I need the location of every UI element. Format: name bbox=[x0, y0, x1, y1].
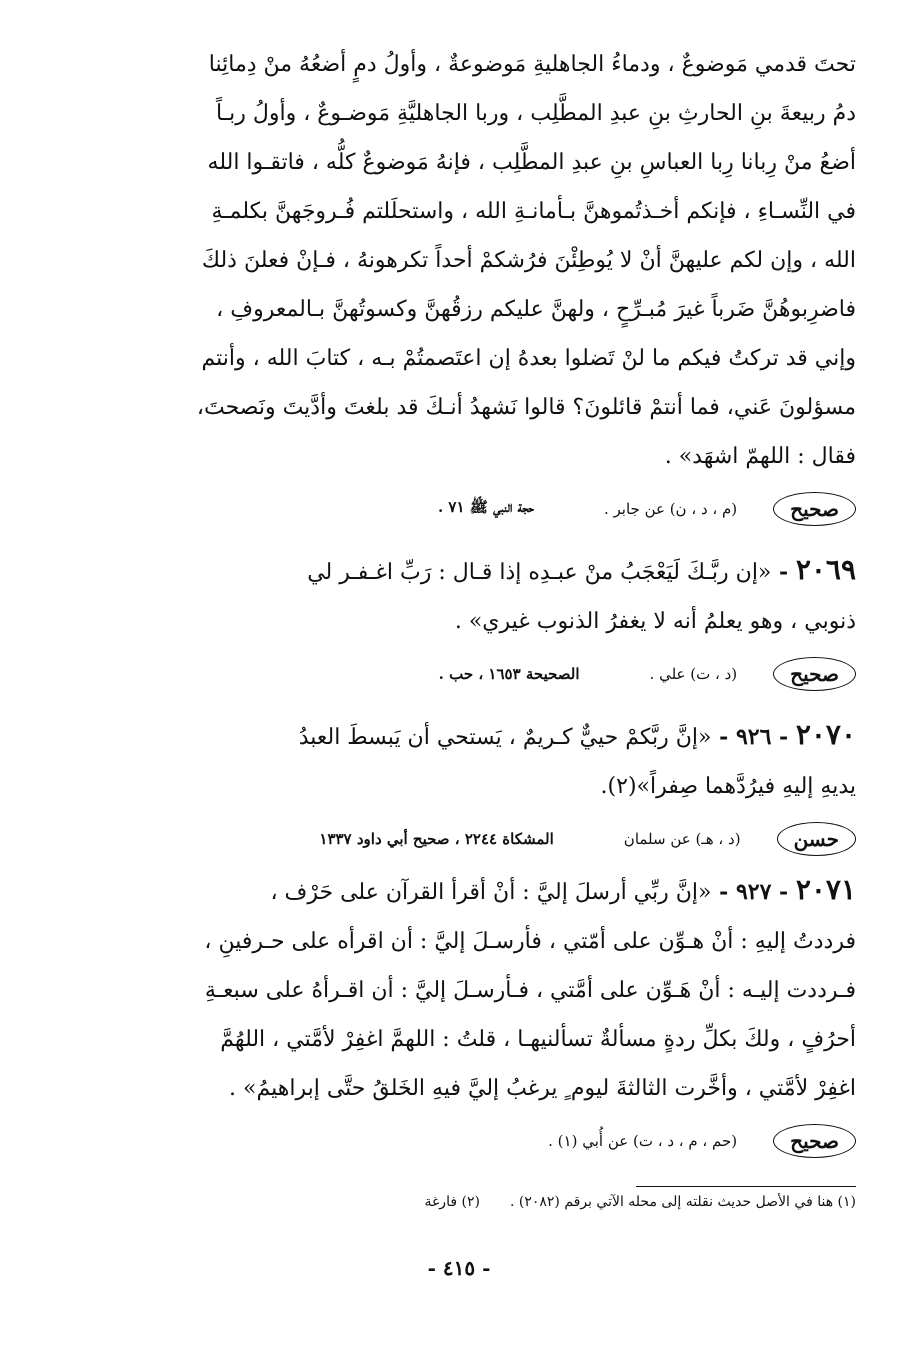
hadith-2070 bbox=[78, 710, 856, 811]
text-line: أضعُ منْ رِبانا رِبا العباسِ بنِ عبدِ المطَّلِب ، فإنهُ مَوضوعٌ كلُّه ، فاتقـوا الله bbox=[207, 150, 856, 175]
hadith-2070-grade-row bbox=[78, 813, 856, 865]
text-line: يديهِ إليهِ فيرُدَّهما صِفراً»(٢). bbox=[600, 774, 856, 799]
text-line: فـرددت إليـه : أنْ هَـوِّن على أمَّتي ، فـأرسـلَ إليَّ : أن اقـرأهُ على سبعـةِ bbox=[204, 978, 856, 1003]
text-line: ٢٠٧١ - ٩٢٧ - «إنَّ ربِّي أرسلَ إليَّ : أنْ أقرأ القرآن على حَرْف ، bbox=[270, 873, 856, 906]
grade-badge: صحيح bbox=[773, 657, 856, 691]
footnote-divider bbox=[636, 1186, 856, 1187]
text-line: في النِّسـاءِ ، فإنكم أخـذتُموهنَّ بـأمانـةِ الله ، واستحلَلتم فُـروجَهنَّ بكلمـةِ bbox=[211, 199, 856, 224]
text-line: فاضرِبوهُنَّ ضَرباً غيرَ مُبـرِّحٍ ، ولهنَّ عليكم رزقُهنَّ وكسوتُهنَّ بـالمعروفِ ، bbox=[216, 297, 856, 322]
hadith-2071-grade-row bbox=[78, 1115, 856, 1167]
footnote-2: (٢) فارغة bbox=[424, 1194, 480, 1210]
footnotes bbox=[78, 1194, 856, 1210]
reference-citation: المشكاة ٢٢٤٤ ، صحيح أبي داود ١٣٣٧ bbox=[319, 830, 554, 848]
text-line: اغفِرْ لأمَّتي ، وأخَّرت الثالثةَ ليوم ٍ يرغبُ إليَّ فيهِ الخَلقُ حتَّى إبراهيمُ» . bbox=[229, 1076, 856, 1101]
reference-citation: الصحيحة ١٦٥٣ ، حب . bbox=[438, 665, 580, 683]
page-number: - ٤١٥ - bbox=[427, 1256, 491, 1280]
secondary-number: ٩٢٦ bbox=[735, 724, 772, 750]
hadith-number: ٢٠٦٩ bbox=[795, 553, 856, 586]
text-line: دمُ ربيعةَ بنِ الحارثِ بنِ عبدِ المطَّلِب ، وربا الجاهليَّةِ مَوضـوعٌ ، وأولُ ربـاً bbox=[215, 101, 856, 126]
text-line: ٢٠٦٩ - «إن ربَّـكَ لَيَعْجَبُ منْ عبـدِه إذا قـال : رَبِّ اغـفـر لي bbox=[307, 553, 856, 586]
source-attribution: (د ، ت) علي . bbox=[649, 665, 738, 683]
grade-badge: صحيح bbox=[773, 1124, 856, 1158]
text-line: مسؤلونَ عَني، فما أنتمْ قائلونَ؟ قالوا نَشهدُ أنـكَ قد بلغتَ وأدَّيتَ ونَصحتَ، bbox=[196, 395, 856, 420]
text-line: الله ، وإن لكم عليهنَّ أنْ لا يُوطِئْنَ فرُشكمْ أحداً تكرهونهُ ، فـإنْ فعلنَ ذلكَ bbox=[201, 248, 856, 273]
footnote-1: (١) هنا في الأصل حديث نقلته إلى محله الآتي برقم (٢٠٨٢) . bbox=[509, 1194, 856, 1210]
hadith-2069-grade-row bbox=[78, 648, 856, 700]
reference-citation: حجة النبي ﷺ ٧١ . bbox=[437, 498, 534, 516]
text-line: تحتَ قدمي مَوضوعٌ ، ودماءُ الجاهليةِ مَوضوعةٌ ، وأولُ دمٍ أضعُهُ منْ دِمائِنا bbox=[208, 52, 856, 77]
source-attribution: (م ، د ، ن) عن جابر . bbox=[603, 500, 738, 518]
source-attribution: (حم ، م ، د ، ت) عن أُبي (١) . bbox=[548, 1132, 738, 1150]
source-attribution: (د ، هـ) عن سلمان bbox=[623, 830, 741, 848]
secondary-number: ٩٢٧ bbox=[735, 879, 772, 905]
hadith-number: ٢٠٧٠ bbox=[795, 718, 856, 751]
text-line: ذنوبي ، وهو يعلمُ أنه لا يغفرُ الذنوب غيري» . bbox=[454, 609, 856, 634]
grade-badge: حسن bbox=[777, 822, 856, 856]
page-content bbox=[78, 40, 856, 1167]
text-line: ٢٠٧٠ - ٩٢٦ - «إنَّ ربَّكمْ حييٌّ كـريمٌ ، يَستحي أن يَبسطَ العبدُ bbox=[298, 718, 856, 751]
intro-grade-row bbox=[78, 483, 856, 535]
hadith-2069 bbox=[78, 545, 856, 646]
grade-badge: صحيح bbox=[773, 492, 856, 526]
hadith-2071 bbox=[78, 865, 856, 1113]
hadith-number: ٢٠٧١ bbox=[795, 873, 856, 906]
text-line: أحرُفٍ ، ولكَ بكلِّ ردةٍ مسألةٌ تسألنيهـا ، قلتُ : اللهمَّ اغفِرْ لأمَّتي ، اللهُمَّ bbox=[220, 1027, 856, 1052]
text-line: وإني قد تركتُ فيكم ما لنْ تَضلوا بعدهُ إن اعتَصمتُمْ بـه ، كتابَ الله ، وأنتم bbox=[201, 346, 856, 371]
intro-hadith-text bbox=[78, 40, 856, 481]
text-line: فرددتُ إليهِ : أنْ هـوِّن على أمّتي ، فأرسـلَ إليَّ : أن اقرأه على حـرفينِ ، bbox=[204, 929, 856, 954]
text-line: فقال : اللهمّ اشهَد» . bbox=[664, 444, 856, 469]
